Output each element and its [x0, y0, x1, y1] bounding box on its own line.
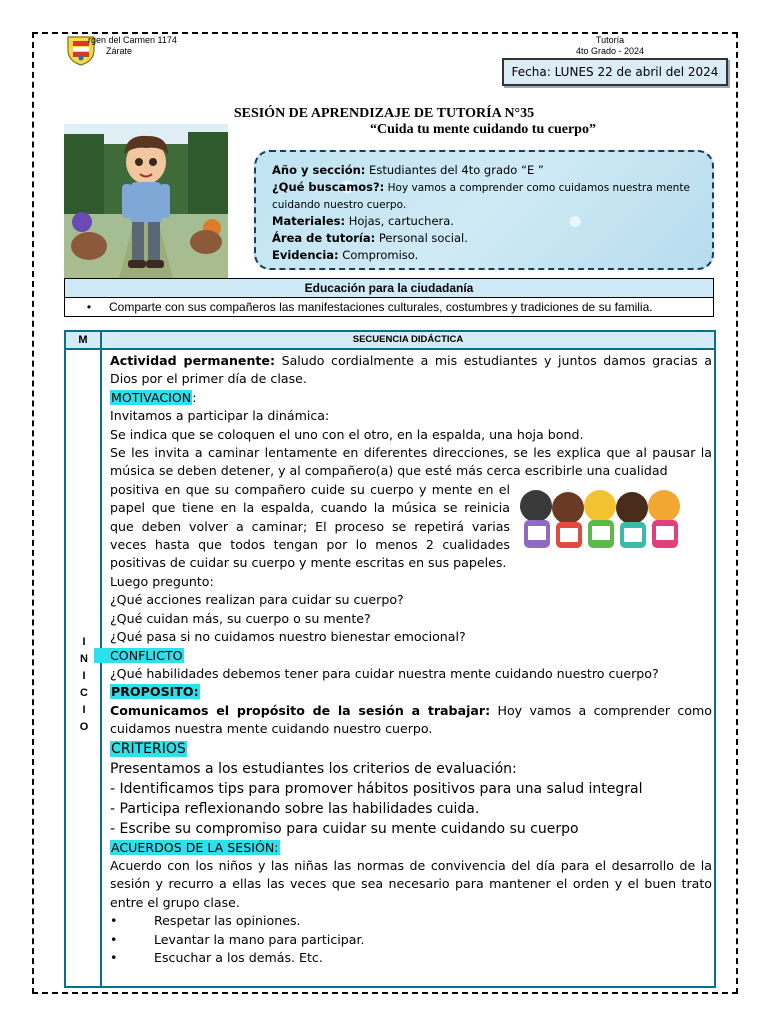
phase-label-inicio: I N I C I O [79, 636, 89, 733]
didactic-sequence-table [64, 330, 716, 988]
course-subject: Tutoría [595, 35, 625, 45]
info-evidence: Evidencia: Compromiso. [272, 248, 419, 262]
boy-illustration [64, 124, 228, 278]
question-1: ¿Qué acciones realizan para cuidar su cuerpo? [110, 592, 404, 608]
permanent-activity: Actividad permanente: Saludo cordialmente a mis estudiantes y juntos damos gracias a Dios por el primer día de clase. [110, 353, 712, 387]
criteria-intro: Presentamos a los estudiantes los criterios de evaluación: [110, 760, 517, 777]
session-title: SESIÓN DE APRENDIZAJE DE TUTORÍA N°35 [233, 106, 535, 121]
motivation-line-4: positiva en que su compañero cuide su cuerpo y mente en el papel que tiene en la espalda, cuando la música se reinicia que deben volver a caminar; El proceso se repetirá varias veces hasta que todos tengan por lo menos 2 cualidades positivas de cuidar su cuerpo y mente escritas en sus papeles. [110, 481, 510, 571]
criterion-3: - Escribe su compromiso para cuidar su mente cuidando su cuerpo [110, 820, 579, 837]
children-clipart [520, 486, 684, 550]
purpose-heading: PROPOSITO: [111, 684, 199, 700]
course-grade-year: 4to Grado - 2024 [575, 46, 645, 56]
school-name-line1: rgen del Carmen 1174 [88, 35, 177, 45]
purpose-text: Comunicamos el propósito de la sesión a trabajar: Hoy vamos a comprender como cuidamos nuestra mente cuidando nuestro cuerpo. [110, 702, 712, 737]
agreements-text: Acuerdo con los niños y las niñas las normas de convivencia del día para el desarrollo de la sesión y recurro a ellas las veces que sea necesario para mantener el orden y el buen trato entre el grupo clase. [110, 857, 712, 910]
sequence-column-header: SECUENCIA DIDÁCTICA [102, 332, 714, 350]
agreements-heading: ACUERDOS DE LA SESIÓN: [111, 839, 279, 855]
info-grade: Año y sección: Estudiantes del 4to grado “E ” [272, 163, 544, 177]
question-3: ¿Qué pasa si no cuidamos nuestro bienestar emocional? [110, 629, 466, 645]
norm-item: • Respetar las opiniones. [110, 913, 301, 929]
motivation-heading: MOTIVACION: [111, 389, 197, 405]
competency-item: • Comparte con sus compañeros las manifestaciones culturales, costumbres y tradiciones de su familia. [65, 298, 714, 317]
session-info-box [254, 150, 714, 270]
info-area: Área de tutoría: Personal social. [272, 231, 468, 245]
norm-item: • Escuchar a los demás. Etc. [110, 949, 323, 965]
criterion-2: - Participa reflexionando sobre las habilidades cuida. [110, 800, 480, 817]
motivation-line-5: Luego pregunto: [110, 573, 214, 589]
question-2: ¿Qué cuidan más, su cuerpo o su mente? [110, 610, 371, 626]
session-subtitle: “Cuida tu mente cuidando tu cuerpo” [370, 122, 596, 137]
date-box: Fecha: LUNES 22 de abril del 2024 [502, 58, 728, 86]
criterion-1: - Identificamos tips para promover hábitos positivos para una salud integral [110, 780, 643, 797]
competency-table [64, 278, 714, 317]
course-info [540, 35, 680, 57]
info-goal: ¿Qué buscamos?: Hoy vamos a comprender como cuidamos nuestra mente cuidando nuestro cuerpo. [272, 180, 690, 211]
school-name-line2: Zárate [106, 46, 133, 56]
motivation-line-2: Se indica que se coloquen el uno con el otro, en la espalda, una hoja bond. [110, 426, 584, 442]
moment-column-header: M [66, 332, 102, 350]
norm-item: • Levantar la mano para participar. [110, 931, 365, 947]
motivation-line-1: Invitamos a participar la dinámica: [110, 408, 330, 424]
conflict-question: ¿Qué habilidades debemos tener para cuidar nuestra mente cuidando nuestro cuerpo? [110, 665, 659, 681]
motivation-line-3: Se les invita a caminar lentamente en diferentes direcciones, se les explica que al pausar la música se deben detener, y al compañero(a) que esté más cerca escribirle una cualidad [110, 445, 712, 479]
school-name [88, 35, 177, 57]
competency-heading: Educación para la ciudadanía [65, 279, 714, 298]
sequence-content [110, 352, 712, 967]
conflict-heading: CONFLICTO [110, 647, 712, 665]
criteria-heading: CRITERIOS [111, 740, 186, 757]
moment-column [66, 350, 102, 986]
info-materials: Materiales: Hojas, cartuchera. [272, 214, 454, 228]
